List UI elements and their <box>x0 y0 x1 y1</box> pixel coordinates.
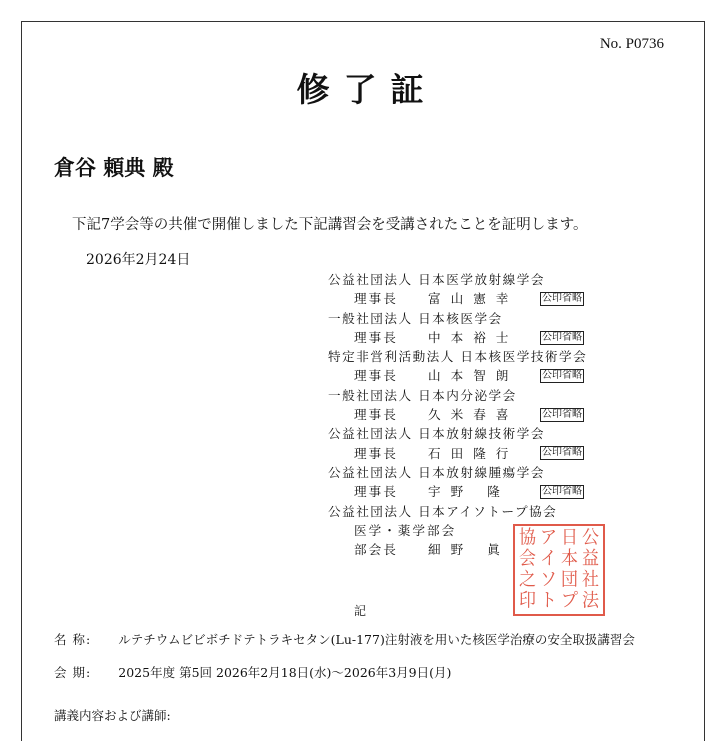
course-period-value: 2025年度 第5回 2026年2月18日(水)〜2026年3月9日(月) <box>118 665 452 680</box>
issuer-org: 公益社団法人 日本アイソトープ協会 <box>328 503 558 519</box>
seal-omitted-badge: 公印省略 <box>542 485 582 497</box>
issuer-representative: 理事長 宇野 隆 公印省略 <box>354 484 582 500</box>
details-heading: 記 <box>353 604 366 618</box>
issue-date: 2026年2月24日 <box>86 252 191 268</box>
seal-omitted-badge: 公印省略 <box>542 447 582 459</box>
official-seal-stamp: 協 ア 日 公 会 イ 本 益 之 ソ 団 社 印 ト プ 法 <box>513 524 605 616</box>
issuer-representative: 部会長 細野 眞 <box>354 542 510 558</box>
course-name-value: ルテチウムビビボチドテトラキセタン(Lu-177)注射液を用いた核医学治療の安全取扱講習会 <box>118 632 635 647</box>
issuer-org: 一般社団法人 日本内分泌学会 <box>328 387 517 403</box>
issuer-representative: 理事長 石田隆行 公印省略 <box>354 445 582 461</box>
issuer-representative: 理事長 久米春喜 公印省略 <box>354 407 582 423</box>
certificate-number: No. P0736 <box>599 36 664 52</box>
issuer-org: 公益社団法人 日本放射線技術学会 <box>328 426 545 442</box>
seal-omitted-badge: 公印省略 <box>542 408 582 420</box>
course-period-label: 会 期: <box>54 665 92 680</box>
issuer-representative: 理事長 山本智朗 公印省略 <box>354 368 582 384</box>
course-period-row <box>54 662 451 681</box>
seal-omitted-badge: 公印省略 <box>542 292 582 304</box>
issuer-org: 公益社団法人 日本医学放射線学会 <box>328 272 545 287</box>
issuer-list <box>328 270 587 559</box>
lecture-heading: 講義内容および講師: <box>54 708 171 723</box>
issuer-representative: 理事長 富山憲幸 公印省略 <box>354 291 582 307</box>
issuer-subdivision: 医学・薬学部会 <box>354 522 457 538</box>
recipient-name: 倉谷 頼典 殿 <box>54 156 174 180</box>
course-name-label: 名 称: <box>54 632 92 647</box>
issuer-representative: 理事長 中本裕士 公印省略 <box>354 329 582 345</box>
certificate-statement: 下記7学会等の共催で開催しました下記講習会を受講されたことを証明します。 <box>72 217 588 233</box>
course-name-row <box>54 629 635 648</box>
certificate-title: 修了証 <box>296 70 438 109</box>
seal-omitted-badge: 公印省略 <box>542 370 582 382</box>
issuer-org: 公益社団法人 日本放射線腫瘍学会 <box>328 464 545 480</box>
seal-omitted-badge: 公印省略 <box>542 331 582 343</box>
issuer-org: 一般社団法人 日本核医学会 <box>328 310 503 326</box>
issuer-org: 特定非営利活動法人 日本核医学技術学会 <box>328 349 588 365</box>
